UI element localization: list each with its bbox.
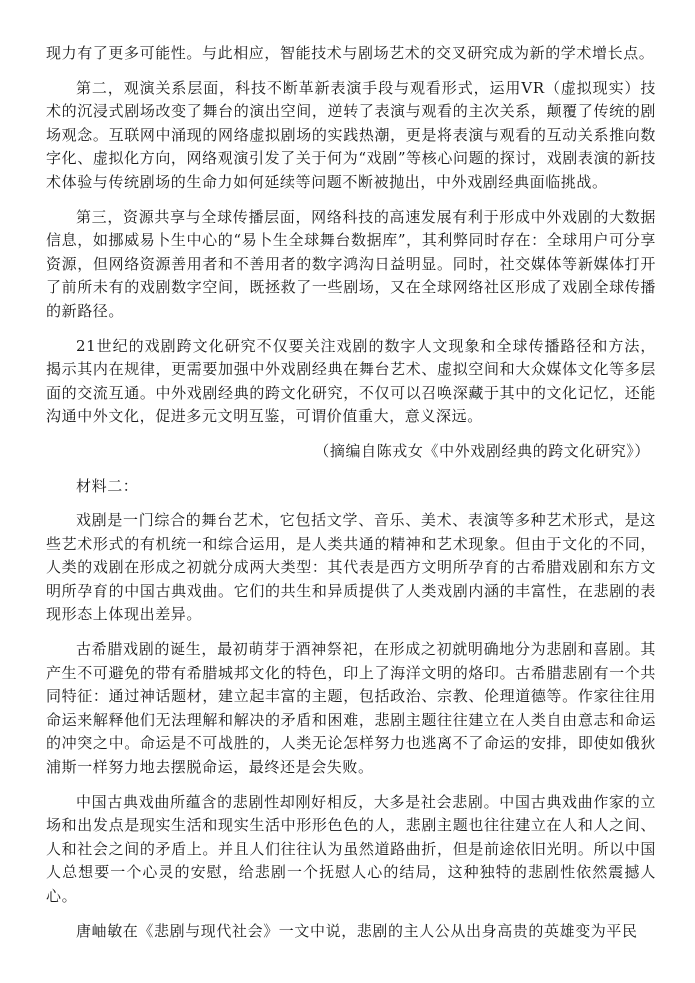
paragraph-second-point: 第二，观演关系层面，科技不断革新表演手段与观看形式，运用VR（虚拟现实）技术的沉浸式剧场改变了舞台的演出空间，逆转了表演与观看的主次关系，颠覆了传统的剧场观念。互联网中涌现的网络虚拟剧场的实践热潮，更是将表演与观看的互动关系推向数字化、虚拟化方向，网络观演引发了关于何为“戏剧”等核心问题的探讨，戏剧表演的新技术体验与传统剧场的生命力如何延续等问题不断被抛出，中外戏剧经典面临挑战。	[46, 78, 656, 191]
paragraph-tang-xiumin: 唐岫敏在《悲剧与现代社会》一文中说，悲剧的主人公从出身高贵的英雄变为平民	[76, 921, 638, 940]
material-two-heading: 材料二：	[76, 476, 139, 495]
source-citation: （摘编自陈戎女《中外戏剧经典的跨文化研究》）	[314, 441, 650, 460]
paragraph-chinese-opera: 中国古典戏曲所蕴含的悲剧性却刚好相反，大多是社会悲剧。中国古典戏曲作家的立场和出发点是现实生活和现实生活中形形色色的人，悲剧主题也往往建立在人和人之间、人和社会之间的矛盾上。并且人们往往认为虽然道路曲折，但是前途依旧光明。所以中国人总想要一个心灵的安慰，给悲剧一个抚慰人心的结局，这种独特的悲剧性依然震撼人心。	[46, 792, 656, 905]
document-page	[46, 42, 656, 954]
paragraph-drama-definition: 戏剧是一门综合的舞台艺术，它包括文学、音乐、美术、表演等多种艺术形式，是这些艺术形式的有机统一和综合运用，是人类共通的精神和艺术现象。但由于文化的不同，人类的戏剧在形成之初就分成两大类型：其代表是西方文明所孕育的古希腊戏剧和东方文明所孕育的中国古典戏曲。它们的共生和异质提供了人类戏剧内涵的丰富性，在悲剧的表现形态上体现出差异。	[46, 511, 656, 624]
paragraph-continuation: 现力有了更多可能性。与此相应，智能技术与剧场艺术的交叉研究成为新的学术增长点。	[46, 44, 655, 62]
paragraph-conclusion: 21世纪的戏剧跨文化研究不仅要关注戏剧的数字人文现象和全球传播路径和方法，揭示其内在规律，更需要加强中外戏剧经典在舞台艺术、虚拟空间和大众媒体文化等多层面的交流互通。中外戏剧经典的跨文化研究，不仅可以召唤深藏于其中的文化记忆，还能沟通中外文化，促进多元文明互鉴，可谓价值重大，意义深远。	[46, 336, 656, 426]
paragraph-third-point: 第三，资源共享与全球传播层面，网络科技的高速发展有利于形成中外戏剧的大数据信息，如挪威易卜生中心的“易卜生全球舞台数据库”，其利弊同时存在：全球用户可分享资源，但网络资源善用者和不善用者的数字鸿沟日益明显。同时，社交媒体等新媒体打开了前所未有的戏剧数字空间，既拯救了一些剧场，又在全球网络社区形成了戏剧全球传播的新路径。	[46, 207, 656, 320]
paragraph-greek-drama: 古希腊戏剧的诞生，最初萌芽于酒神祭祀，在形成之初就明确地分为悲剧和喜剧。其产生不可避免的带有希腊城邦文化的特色，印上了海洋文明的烙印。古希腊悲剧有一个共同特征：通过神话题材，建立起丰富的主题，包括政治、宗教、伦理道德等。作家往往用命运来解释他们无法理解和解决的矛盾和困难，悲剧主题往往建立在人类自由意志和命运的冲突之中。命运是不可战胜的，人类无论怎样努力也逃离不了命运的安排，即使如俄狄浦斯一样努力地去摆脱命运，最终还是会失败。	[46, 640, 656, 777]
